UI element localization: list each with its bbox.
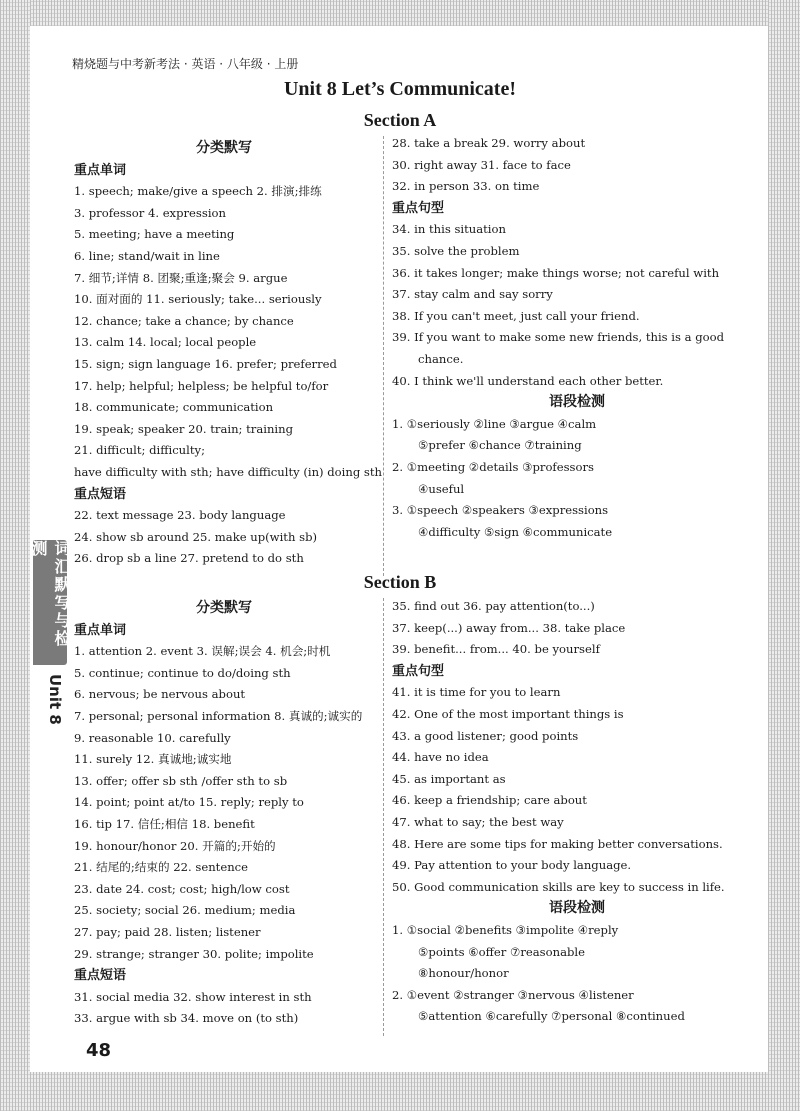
section-a-divider (383, 136, 384, 576)
list-item: 12. chance; take a chance; by chance (74, 313, 294, 328)
list-item: 3. professor 4. expression (74, 205, 226, 220)
subheading: 重点单词 (74, 162, 127, 178)
scan-border-right (768, 0, 800, 1111)
list-item: 42. One of the most important things is (392, 706, 624, 721)
section-a-title: Section A (363, 110, 437, 130)
list-item: 50. Good communication skills are key to success in life. (392, 879, 725, 894)
scan-border-left (0, 0, 30, 1111)
list-item: 18. communicate; communication (74, 400, 274, 415)
subheading: 重点短语 (74, 486, 127, 502)
list-item-continuation: ⑧honour/honor (418, 966, 509, 981)
list-item: 1. speech; make/give a speech 2. 排演;排练 (74, 184, 322, 199)
list-item: 36. it takes longer; make things worse; not careful with (392, 265, 720, 280)
list-item: 16. tip 17. 信任;相信 18. benefit (74, 816, 255, 831)
list-item: 39. benefit... from... 40. be yourself (392, 642, 600, 657)
list-item: 47. what to say; the best way (392, 814, 564, 829)
list-item: 1. ①social ②benefits ③impolite ④reply (392, 922, 619, 937)
section-heading: 语段检测 (549, 394, 605, 411)
page-number: 48 (86, 1040, 112, 1061)
list-item-continuation: ④useful (418, 481, 465, 496)
list-item-continuation: ⑤attention ⑥carefully ⑦personal ⑧continued (418, 1009, 685, 1024)
list-item: 44. have no idea (392, 750, 489, 765)
list-item: 46. keep a friendship; care about (392, 793, 587, 808)
list-item: 11. surely 12. 真诚地;诚实地 (74, 752, 232, 767)
list-item: 24. show sb around 25. make up(with sb) (74, 529, 318, 544)
list-item: 23. date 24. cost; cost; high/low cost (74, 881, 290, 896)
side-unit-label: Unit 8 (46, 674, 64, 725)
list-item-continuation: ⑤points ⑥offer ⑦reasonable (418, 944, 585, 959)
list-item: 38. If you can't meet, just call your friend. (392, 308, 640, 323)
list-item: 6. line; stand/wait in line (74, 248, 220, 263)
section-heading: 分类默写 (196, 140, 252, 156)
list-item: 45. as important as (392, 771, 506, 786)
list-item: 27. pay; paid 28. listen; listener (74, 924, 261, 939)
list-item: 14. point; point at/to 15. reply; reply to (74, 795, 304, 810)
section-b-left-column (74, 598, 374, 1030)
list-item: 5. continue; continue to do/doing sth (74, 665, 291, 680)
list-item: 37. keep(...) away from... 38. take place (392, 620, 626, 635)
list-item: 49. Pay attention to your body language. (392, 858, 632, 873)
scan-border-top (0, 0, 800, 26)
list-item: 7. 细节;详情 8. 团聚;重逢;聚会 9. argue (74, 270, 288, 285)
list-item: 22. text message 23. body language (74, 508, 286, 523)
section-heading: 分类默写 (196, 600, 252, 616)
section-b-right-column (392, 596, 762, 1028)
list-item-continuation: ④difficulty ⑤sign ⑥communicate (418, 524, 613, 539)
list-item: 43. a good listener; good points (392, 728, 579, 743)
list-item: 6. nervous; be nervous about (74, 687, 246, 702)
list-item: 37. stay calm and say sorry (392, 287, 553, 302)
list-item: 32. in person 33. on time (392, 179, 540, 194)
list-item: 40. I think we'll understand each other better. (392, 373, 664, 388)
side-tab-label: 词汇默写与检测 (29, 540, 71, 648)
list-item: 1. ①seriously ②line ③argue ④calm (392, 416, 597, 431)
list-item-continuation: have difficulty with sth; have difficulty (in) doing sth (74, 464, 382, 479)
list-item: 19. speak; speaker 20. train; training (74, 421, 294, 436)
subheading: 重点单词 (74, 622, 127, 638)
list-item: 21. difficult; difficulty; (74, 443, 205, 458)
list-item: 13. offer; offer sb sth /offer sth to sb (74, 773, 288, 788)
book-header: 精烧题与中考新考法 · 英语 · 八年级 · 上册 (72, 57, 299, 71)
list-item: 10. 面对面的 11. seriously; take... seriously (74, 292, 322, 307)
list-item: 13. calm 14. local; local people (74, 335, 257, 350)
list-item: 35. solve the problem (392, 243, 520, 258)
subheading: 重点句型 (392, 663, 445, 679)
scan-border-bottom (0, 1072, 800, 1111)
list-item: 29. strange; stranger 30. polite; impolite (74, 946, 314, 961)
subheading: 重点句型 (392, 200, 445, 216)
list-item: 31. social media 32. show interest in sth (74, 989, 312, 1004)
unit-title: Unit 8 Let’s Communicate! (283, 78, 516, 100)
list-item: 5. meeting; have a meeting (74, 227, 235, 242)
list-item: 17. help; helpful; helpless; be helpful to/for (74, 378, 329, 393)
section-a-left-column (74, 138, 382, 570)
list-item: 41. it is time for you to learn (392, 685, 561, 700)
list-item: 3. ①speech ②speakers ③expressions (392, 503, 609, 518)
list-item: 2. ①meeting ②details ③professors (392, 459, 594, 474)
list-item: 2. ①event ②stranger ③nervous ④listener (392, 987, 634, 1002)
list-item: 7. personal; personal information 8. 真诚的;诚实的 (74, 708, 363, 723)
section-a-right-column (392, 133, 762, 543)
list-item: 1. attention 2. event 3. 误解;误会 4. 机会;时机 (74, 644, 331, 659)
list-item-continuation: chance. (418, 351, 464, 366)
list-item: 39. If you want to make some new friends, this is a good (392, 330, 725, 345)
list-item-continuation: ⑤prefer ⑥chance ⑦training (418, 438, 582, 453)
list-item: 21. 结尾的;结束的 22. sentence (74, 860, 249, 875)
list-item: 28. take a break 29. worry about (392, 136, 586, 150)
list-item: 9. reasonable 10. carefully (74, 730, 231, 745)
list-item: 30. right away 31. face to face (392, 157, 571, 172)
list-item: 33. argue with sb 34. move on (to sth) (74, 1011, 299, 1026)
list-item: 26. drop sb a line 27. pretend to do sth (74, 551, 304, 566)
list-item: 25. society; social 26. medium; media (74, 903, 296, 918)
list-item: 15. sign; sign language 16. prefer; preferred (74, 356, 337, 371)
subheading: 重点短语 (74, 968, 127, 984)
section-heading: 语段检测 (549, 900, 605, 917)
section-b-title: Section B (363, 572, 437, 592)
section-b-divider (383, 598, 384, 1036)
list-item: 48. Here are some tips for making better conversations. (392, 836, 723, 851)
list-item: 34. in this situation (392, 222, 506, 237)
list-item: 19. honour/honor 20. 开篇的;开始的 (74, 838, 276, 853)
side-tab (29, 540, 71, 665)
list-item: 35. find out 36. pay attention(to...) (392, 599, 595, 613)
